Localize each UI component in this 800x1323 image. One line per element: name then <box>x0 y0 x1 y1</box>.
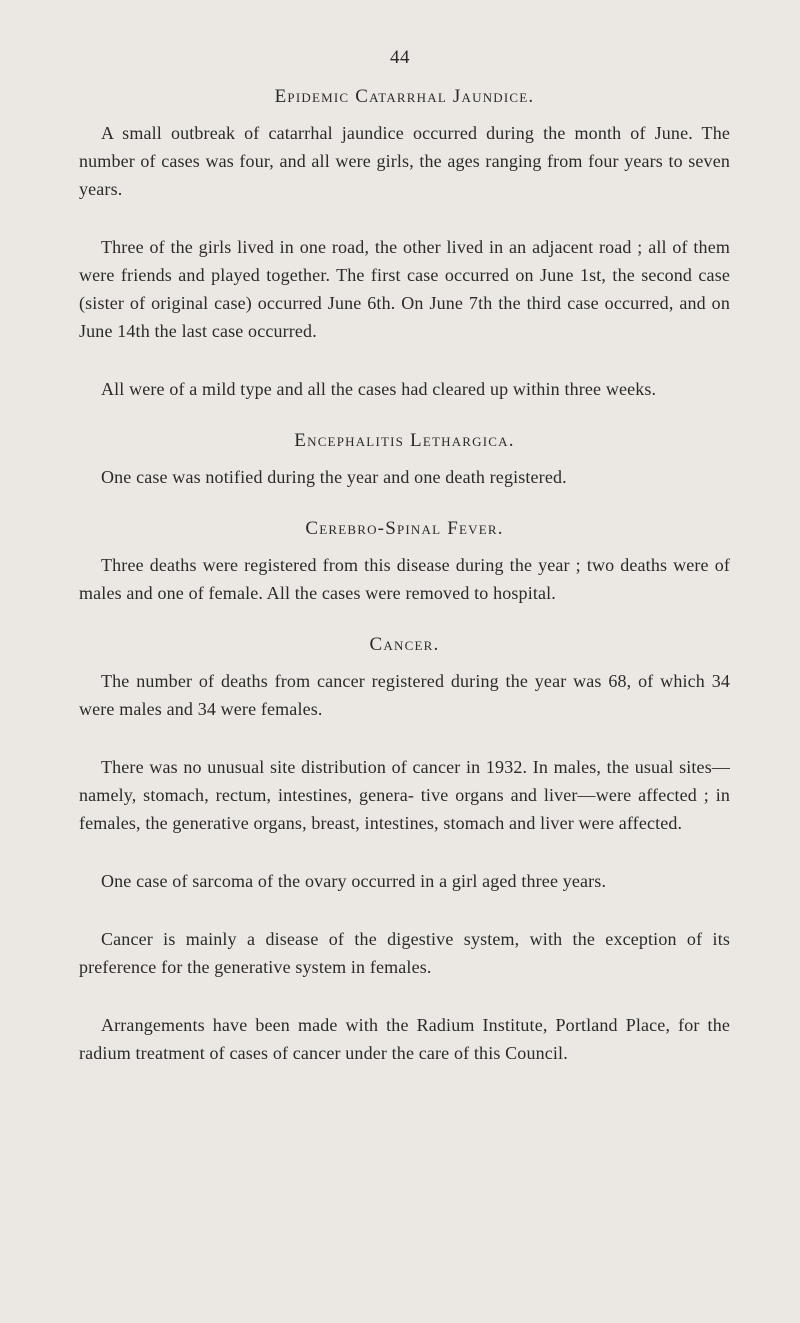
paragraph: There was no unusual site distribution of cancer in 1932. In males, the usual sites—namely, stomach, rectum, intestines, genera- tive organs and liver—were affected ; in females, the generative organs, breast, intestines, stomach and liver were affected. <box>79 757 730 833</box>
page-body <box>79 86 730 1067</box>
section-cerebro-spinal-fever <box>79 518 730 607</box>
section-heading: Encephalitis Lethargica. <box>294 430 515 451</box>
paragraph: All were of a mild type and all the cases had cleared up within three weeks. <box>101 379 657 399</box>
section-encephalitis-lethargica <box>79 430 730 491</box>
section-heading: Cerebro-Spinal Fever. <box>305 518 504 539</box>
section-cancer <box>79 634 730 1067</box>
page-number: 44 <box>390 47 410 68</box>
paragraph: The number of deaths from cancer registered during the year was 68, of which 34 were males and 34 were females. <box>79 671 730 719</box>
paragraph: One case was notified during the year and one death registered. <box>101 467 567 487</box>
section-heading: Cancer. <box>369 634 440 655</box>
paragraph: Three of the girls lived in one road, the other lived in an adjacent road ; all of them were friends and played together. The first case occurred on June 1st, the second case (sister of original case) occurred June 6th. On June 7th the third case occurred, and on June 14th the last case occurred. <box>79 237 730 341</box>
paragraph: A small outbreak of catarrhal jaundice occurred during the month of June. The number of cases was four, and all were girls, the ages ranging from four years to seven years. <box>79 123 730 199</box>
paragraph: One case of sarcoma of the ovary occurred in a girl aged three years. <box>101 871 607 891</box>
section-catarrhal-jaundice <box>79 86 730 403</box>
paragraph: Arrangements have been made with the Radium Institute, Portland Place, for the radium treatment of cases of cancer under the care of this Council. <box>79 1015 730 1063</box>
section-heading: Epidemic Catarrhal Jaundice. <box>274 86 535 107</box>
paragraph: Three deaths were registered from this disease during the year ; two deaths were of males and one of female. All the cases were removed to hospital. <box>79 555 730 603</box>
paragraph: Cancer is mainly a disease of the digestive system, with the exception of its preference for the generative system in females. <box>79 929 730 977</box>
